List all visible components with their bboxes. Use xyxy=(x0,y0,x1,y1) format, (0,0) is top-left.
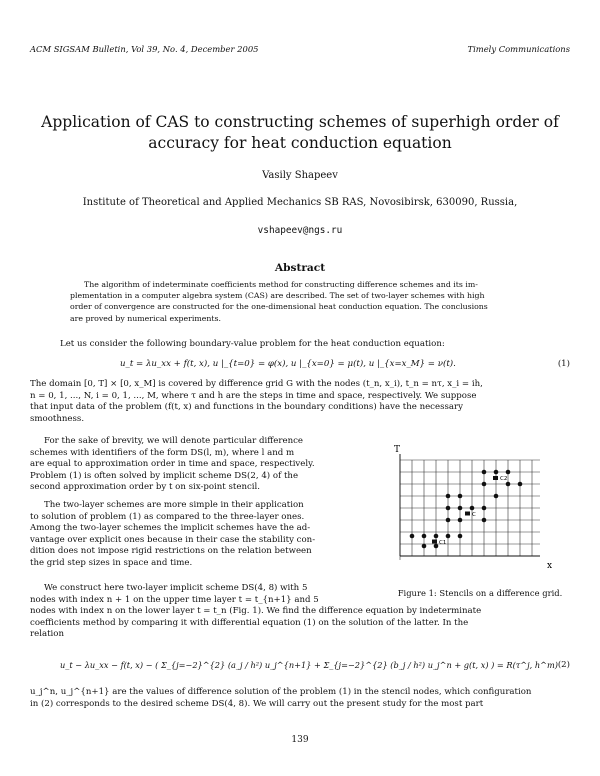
equation-1: u_t = λu_xx + f(t, x), u |_{t=0} = φ(x), u |_{x=0} = μ(t), u |_{x=x_M} = ν(t). xyxy=(120,359,456,369)
affiliation: Institute of Theoretical and Applied Mechanics SB RAS, Novosibirsk, 630090, Russia, xyxy=(82,197,518,208)
text-line: Problem (1) is often solved by implicit scheme DS(2, 4) of the xyxy=(30,470,299,481)
text-line: second approximation order by t on six-point stencil. xyxy=(30,482,261,493)
paragraph-two-layer xyxy=(30,500,382,570)
text-line: u_j^n, u_j^{n+1} are the values of difference solution of the problem (1) in the stencil nodes, which configuration xyxy=(30,687,532,697)
stencil-node xyxy=(482,482,487,487)
stencil-node xyxy=(458,534,463,539)
intro-text: Let us consider the following boundary-value problem for the heat conduction equation: xyxy=(60,339,445,349)
paragraph-domain xyxy=(30,379,570,425)
paragraph-construct-wide xyxy=(30,606,570,641)
text-line: The domain [0, T] × [0, x_M] is covered by difference grid G with the nodes (t_n, x_i), t_n = nτ, x_i = ih, xyxy=(30,379,483,389)
figure-caption: Figure 1: Stencils on a difference grid. xyxy=(397,588,563,598)
stencil-node xyxy=(458,518,463,523)
text-line: The two-layer schemes are more simple in their application xyxy=(44,500,304,510)
figure-stencil-grid xyxy=(390,440,570,580)
text-line: schemes with identifiers of the form DS(l, m), where l and m xyxy=(30,447,295,458)
stencil-node xyxy=(458,494,463,499)
text-line: coefficients method by comparing it with differential equation (1) on the solution of the latter. In the xyxy=(30,617,469,628)
paragraph-stencil-values xyxy=(30,687,570,710)
stencil-node xyxy=(422,544,427,549)
center-marker-c xyxy=(465,512,470,516)
text-line: vantage over explicit ones because in their case the stability con- xyxy=(30,534,316,545)
text-line: Among the two-layer schemes the implicit schemes have the ad- xyxy=(30,523,311,534)
stencil-label-c2: C2 xyxy=(500,476,508,482)
abstract-line: order of convergence are constructed for the one-dimensional heat conduction equation. The conclusions xyxy=(70,302,488,312)
abstract-line: are proved by numerical experiments. xyxy=(70,313,221,323)
paper-title xyxy=(30,112,570,154)
stencil-node xyxy=(506,470,511,475)
page-number: 139 xyxy=(291,735,309,745)
stencil-node xyxy=(482,518,487,523)
stencil-node xyxy=(446,506,451,511)
stencil-node xyxy=(434,544,439,549)
title-line-2: accuracy for heat conduction equation xyxy=(148,134,452,152)
stencil-node xyxy=(494,470,499,475)
stencil-label-c1: C1 xyxy=(439,540,447,546)
text-line: to solution of problem (1) as compared to the three-layer ones. xyxy=(30,511,305,522)
t-axis-label: T xyxy=(394,445,401,455)
running-header-right: Timely Communications xyxy=(467,44,570,54)
text-line: that input data of the problem (f(t, x) and functions in the boundary conditions) have the necessary xyxy=(30,402,463,413)
x-axis-label: x xyxy=(547,561,553,571)
stencil-node xyxy=(470,506,475,511)
equation-2-number: (2) xyxy=(557,660,570,670)
text-line: in (2) corresponds to the desired scheme DS(4, 8). We will carry out the present study for the most part xyxy=(30,698,484,709)
text-line: n = 0, 1, ..., N, i = 0, 1, ..., M, where τ and h are the steps in time and space, respectively. We suppose xyxy=(30,390,477,401)
stencil-node xyxy=(458,506,463,511)
abstract-line: The algorithm of indeterminate coefficients method for constructing difference schemes and its im- xyxy=(84,280,478,289)
email: vshapeev@ngs.ru xyxy=(257,225,343,236)
stencil-node xyxy=(446,494,451,499)
abstract-line: plementation in a computer algebra system (CAS) are described. The set of two-layer schemes with high xyxy=(70,291,485,301)
text-line: the grid step sizes in space and time. xyxy=(30,557,193,568)
text-line: are equal to approximation order in time and space, respectively. xyxy=(30,459,315,470)
text-line: dition does not impose rigid restrictions on the relation between xyxy=(30,546,312,557)
equation-1-number: (1) xyxy=(557,359,570,369)
stencil-node xyxy=(446,518,451,523)
stencil-node xyxy=(446,534,451,539)
equation-2: u_t − λu_xx − f(t, x) − ( Σ_{j=−2}^{2} (a_j / h²) u_j^{n+1} + Σ_{j=−2}^{2} (b_j / h²) u_j^n + g(t, x) ) = R(τ^j, h^m) xyxy=(60,660,558,670)
stencil-node xyxy=(506,482,511,487)
abstract-heading: Abstract xyxy=(274,262,326,274)
text-line: nodes with index n + 1 on the upper time layer t = t_{n+1} and 5 xyxy=(30,594,319,605)
paragraph-construct-narrow xyxy=(30,583,382,606)
stencil-node xyxy=(410,534,415,539)
stencil-node xyxy=(494,494,499,499)
running-header-left: ACM SIGSAM Bulletin, Vol 39, No. 4, December 2005 xyxy=(30,44,259,54)
center-marker-c1 xyxy=(432,540,437,544)
title-line-1: Application of CAS to constructing schemes of superhigh order of xyxy=(41,113,559,131)
text-line: nodes with index n on the lower layer t = t_n (Fig. 1). We find the difference equation by indeterminate xyxy=(30,606,482,616)
author: Vasily Shapeev xyxy=(262,170,338,181)
stencil-node xyxy=(434,534,439,539)
abstract-body xyxy=(70,279,530,324)
text-line: smoothness. xyxy=(30,413,85,424)
stencil-node xyxy=(482,470,487,475)
center-marker-c2 xyxy=(493,476,498,480)
stencil-label-c: C xyxy=(472,512,476,518)
text-line: relation xyxy=(30,629,64,640)
stencil-node xyxy=(422,534,427,539)
paragraph-notation xyxy=(30,436,382,494)
text-line: We construct here two-layer implicit scheme DS(4, 8) with 5 xyxy=(44,583,308,593)
text-line: For the sake of brevity, we will denote particular difference xyxy=(44,436,304,446)
stencil-node xyxy=(482,506,487,511)
stencil-node xyxy=(518,482,523,487)
